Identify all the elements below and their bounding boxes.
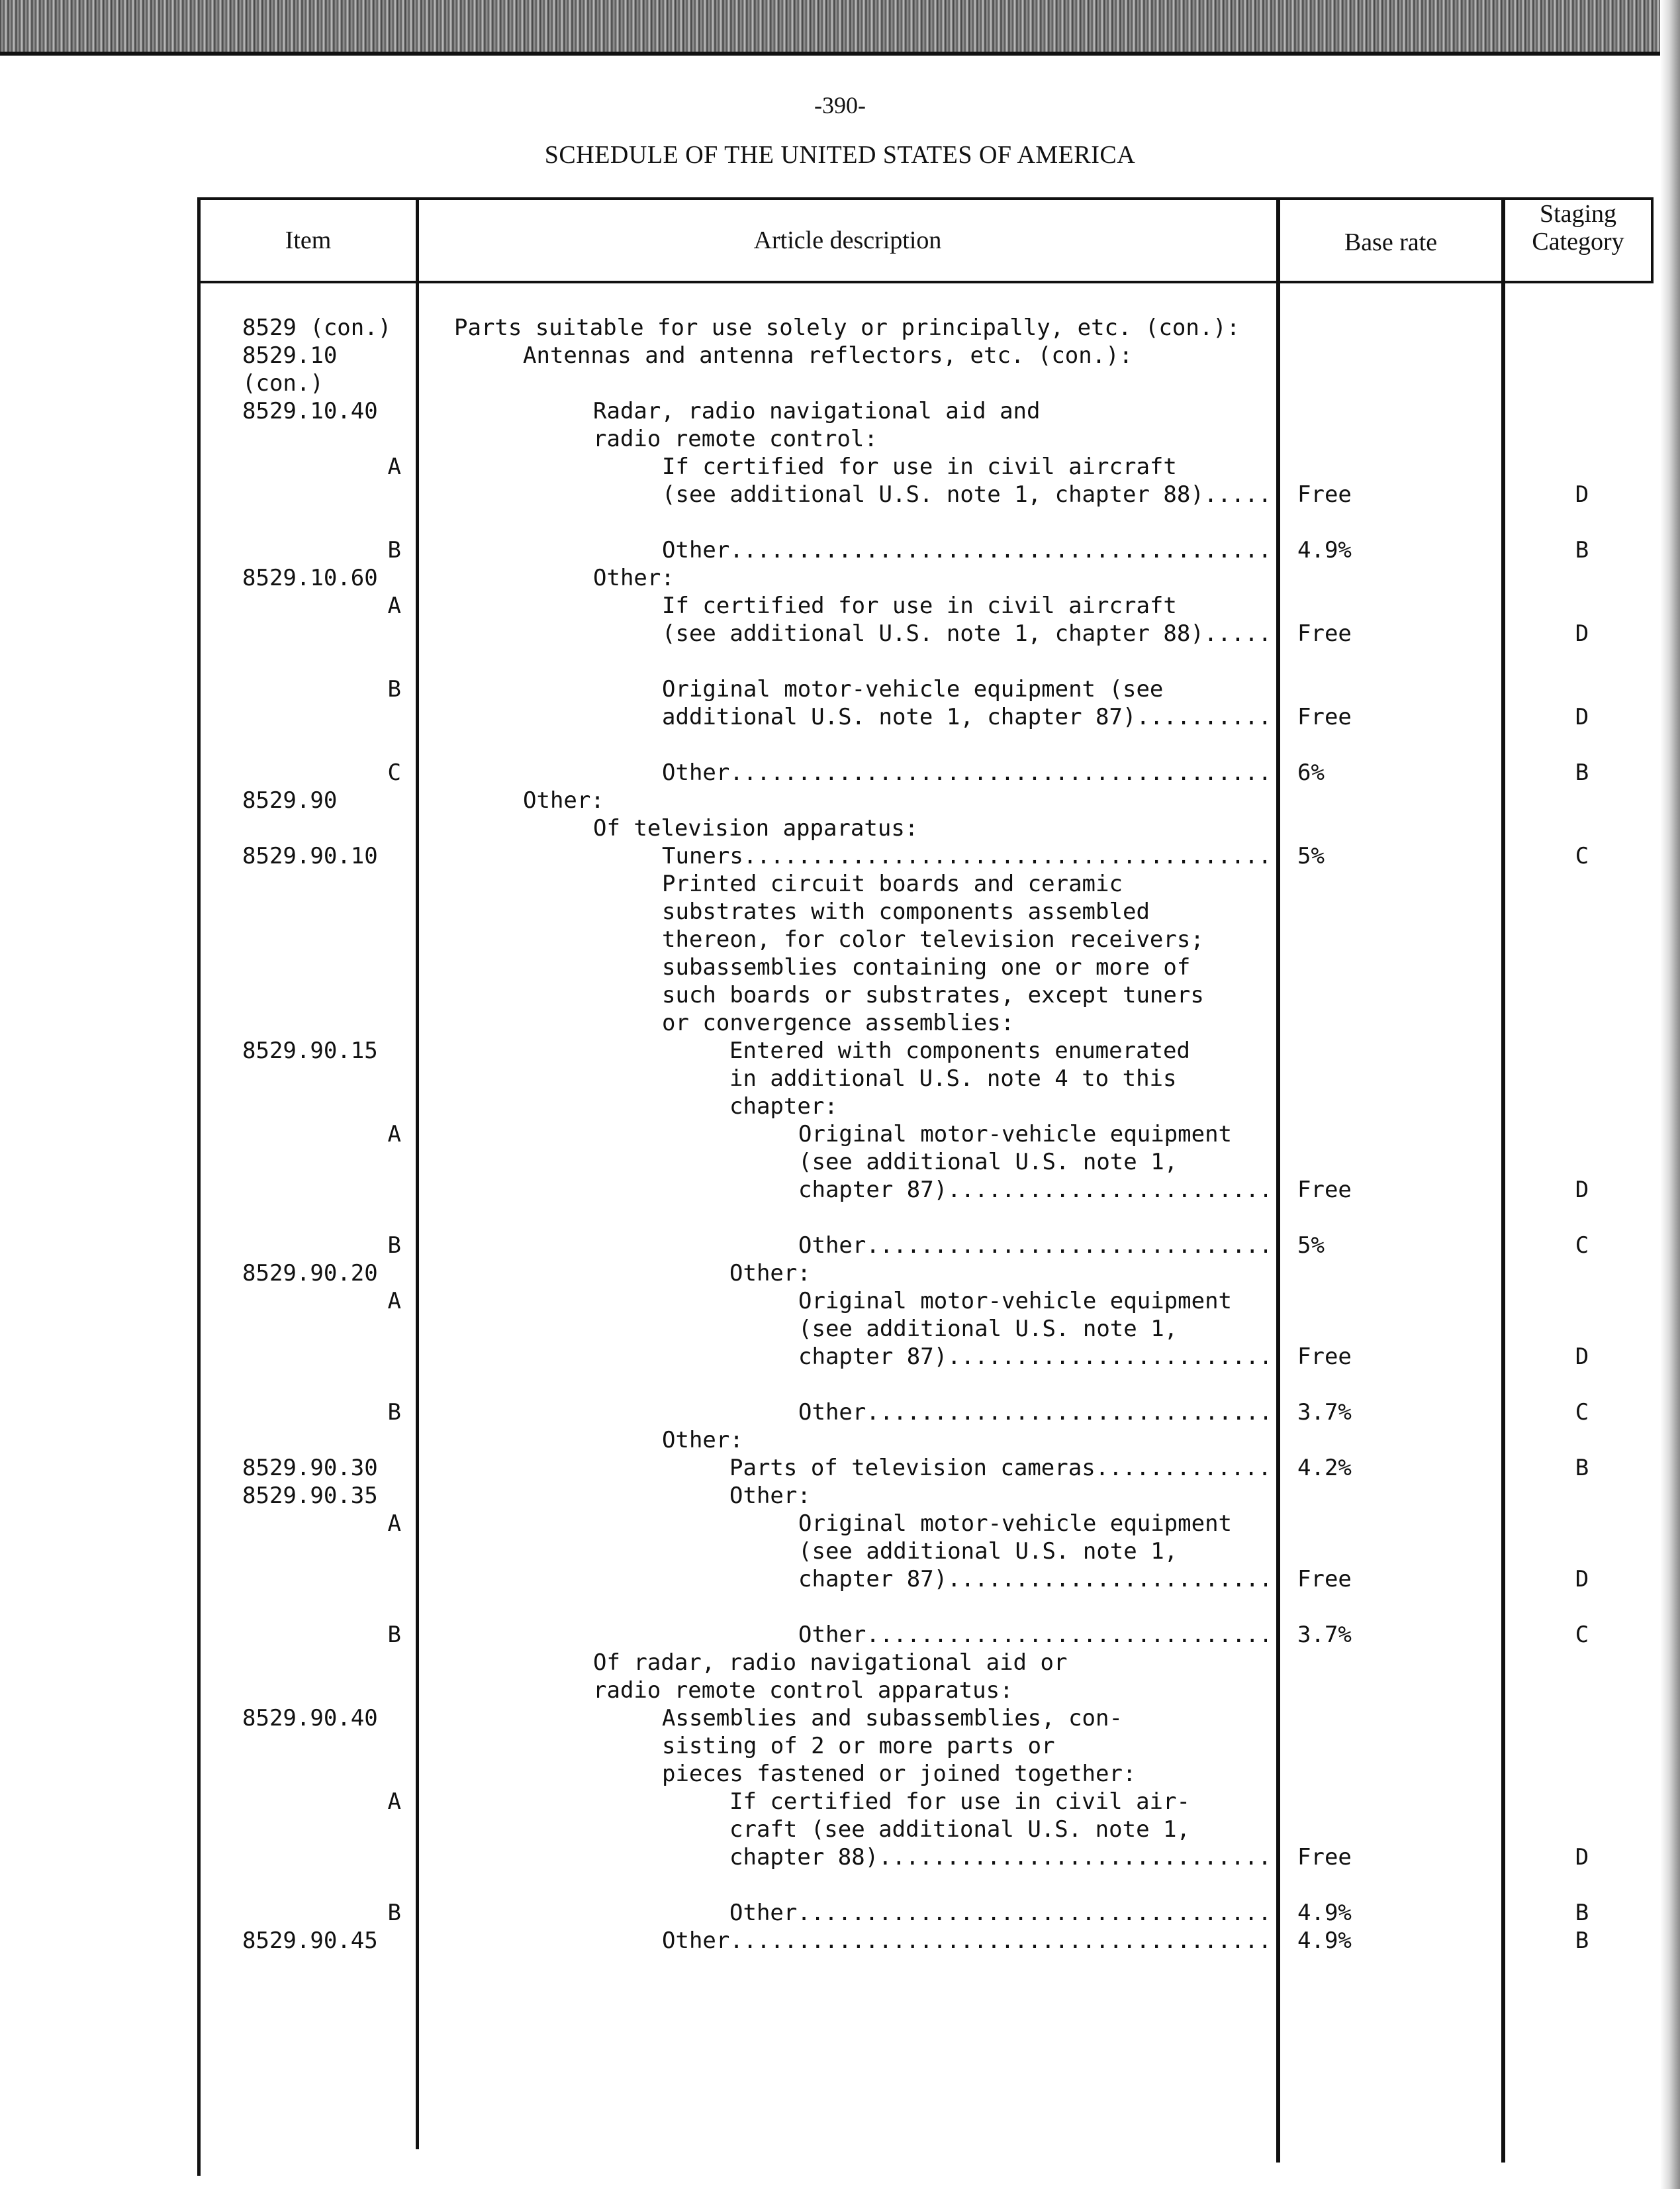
spacer-row bbox=[0, 509, 1680, 536]
article-description bbox=[798, 1287, 1267, 1315]
base-rate-value: 4.9% bbox=[1297, 537, 1352, 563]
article-description bbox=[729, 1454, 1267, 1482]
table-row bbox=[0, 1565, 1680, 1593]
article-description bbox=[798, 1565, 1267, 1593]
article-description bbox=[593, 564, 1267, 592]
description-text: Entered with components enumerated bbox=[729, 1038, 1190, 1064]
item-code: (con.) bbox=[242, 370, 324, 397]
table-row bbox=[0, 953, 1680, 981]
base-rate-value: 3.7% bbox=[1297, 1622, 1352, 1648]
table-row bbox=[0, 1843, 1680, 1871]
subitem-letter: A bbox=[387, 1288, 401, 1314]
description-text: thereon, for color television receivers; bbox=[662, 926, 1204, 953]
article-description bbox=[729, 1037, 1267, 1065]
description-text: chapter 87) bbox=[798, 1566, 948, 1592]
article-description bbox=[662, 620, 1267, 648]
table-row bbox=[0, 870, 1680, 898]
table-row bbox=[0, 1649, 1680, 1677]
description-text: Other bbox=[662, 1927, 730, 1954]
dot-leader bbox=[729, 759, 1267, 787]
description-text: radio remote control: bbox=[593, 426, 878, 452]
base-rate-value: 4.9% bbox=[1297, 1900, 1352, 1926]
base-rate-value: Free bbox=[1297, 620, 1352, 647]
spacer-row bbox=[0, 731, 1680, 759]
article-description bbox=[662, 842, 1267, 870]
page-title: SCHEDULE OF THE UNITED STATES OF AMERICA bbox=[544, 141, 1136, 169]
table-row bbox=[0, 1120, 1680, 1148]
table-row bbox=[0, 1037, 1680, 1065]
article-description bbox=[798, 1148, 1267, 1176]
page-number: -390- bbox=[814, 92, 866, 119]
table-row bbox=[0, 1232, 1680, 1259]
table-row bbox=[0, 592, 1680, 620]
description-text: Antennas and antenna reflectors, etc. (con.): bbox=[523, 342, 1133, 369]
article-description bbox=[729, 1259, 1267, 1287]
table-row bbox=[0, 703, 1680, 731]
dot-leader bbox=[866, 1398, 1267, 1426]
item-code: 8529 (con.) bbox=[242, 315, 392, 341]
description-text: chapter 88) bbox=[729, 1844, 879, 1871]
table-right-rule bbox=[1651, 197, 1654, 282]
base-rate-value: 3.7% bbox=[1297, 1399, 1352, 1426]
table-row bbox=[0, 842, 1680, 870]
item-code: 8529.90.45 bbox=[242, 1927, 378, 1954]
staging-category-value: C bbox=[1575, 843, 1589, 869]
subitem-letter: A bbox=[387, 1788, 401, 1815]
staging-category-value: D bbox=[1575, 1343, 1589, 1370]
description-text: Other: bbox=[729, 1483, 811, 1509]
table-row bbox=[0, 814, 1680, 842]
table-row bbox=[0, 1065, 1680, 1093]
dot-leader bbox=[1204, 620, 1267, 648]
table-row bbox=[0, 564, 1680, 592]
article-description bbox=[798, 1510, 1267, 1537]
description-text: (see additional U.S. note 1, bbox=[798, 1316, 1178, 1342]
article-description bbox=[798, 1315, 1267, 1343]
article-description bbox=[798, 1176, 1267, 1204]
description-text: Other bbox=[662, 759, 730, 786]
description-text: chapter: bbox=[729, 1093, 838, 1120]
description-text: substrates with components assembled bbox=[662, 899, 1150, 925]
dot-leader bbox=[947, 1565, 1267, 1593]
staging-category-value: D bbox=[1575, 1566, 1589, 1592]
article-description bbox=[662, 926, 1267, 953]
scan-edge-top bbox=[0, 0, 1680, 56]
subitem-letter: A bbox=[387, 593, 401, 619]
table-row bbox=[0, 1816, 1680, 1843]
subitem-letter: B bbox=[387, 676, 401, 703]
table-row bbox=[0, 1398, 1680, 1426]
article-description bbox=[729, 1788, 1267, 1816]
table-row bbox=[0, 926, 1680, 953]
article-description bbox=[729, 1065, 1267, 1093]
description-text: Original motor-vehicle equipment bbox=[798, 1288, 1233, 1314]
article-description bbox=[662, 759, 1267, 787]
dot-leader bbox=[743, 842, 1267, 870]
dot-leader bbox=[1204, 481, 1267, 509]
staging-category-value: B bbox=[1575, 1455, 1589, 1481]
description-text: in additional U.S. note 4 to this bbox=[729, 1065, 1177, 1092]
item-code: 8529.90 bbox=[242, 787, 338, 814]
article-description bbox=[662, 1426, 1267, 1454]
article-description bbox=[662, 1927, 1267, 1955]
subitem-letter: B bbox=[387, 1900, 401, 1926]
article-description bbox=[593, 425, 1267, 453]
article-description bbox=[662, 675, 1267, 703]
description-text: Other bbox=[798, 1399, 866, 1426]
column-header-staging-category: Staging Category bbox=[1532, 200, 1624, 256]
table-row bbox=[0, 1009, 1680, 1037]
dot-leader bbox=[1136, 703, 1267, 731]
staging-category-value: B bbox=[1575, 537, 1589, 563]
article-description bbox=[662, 1009, 1267, 1037]
table-row bbox=[0, 620, 1680, 648]
table-row bbox=[0, 1315, 1680, 1343]
table-row bbox=[0, 1259, 1680, 1287]
article-description bbox=[662, 1760, 1267, 1788]
description-text: (see additional U.S. note 1, chapter 88) bbox=[662, 481, 1204, 508]
article-description bbox=[798, 1232, 1267, 1259]
description-text: Other bbox=[798, 1622, 866, 1648]
article-description bbox=[798, 1343, 1267, 1371]
item-code: 8529.90.10 bbox=[242, 843, 378, 869]
description-text: Other: bbox=[729, 1260, 811, 1287]
staging-category-value: B bbox=[1575, 759, 1589, 786]
description-text: Of radar, radio navigational aid or bbox=[593, 1649, 1068, 1676]
subitem-letter: C bbox=[387, 759, 401, 786]
description-text: Other bbox=[729, 1900, 798, 1926]
table-row bbox=[0, 1343, 1680, 1371]
description-text: Other: bbox=[523, 787, 604, 814]
item-code: 8529.90.40 bbox=[242, 1705, 378, 1731]
description-text: Other: bbox=[593, 565, 675, 591]
description-text: radio remote control apparatus: bbox=[593, 1677, 1013, 1704]
description-text: If certified for use in civil aircraft bbox=[662, 454, 1177, 480]
dot-leader bbox=[1096, 1454, 1267, 1482]
base-rate-value: 4.9% bbox=[1297, 1927, 1352, 1954]
description-text: subassemblies containing one or more of bbox=[662, 954, 1191, 981]
article-description bbox=[593, 1677, 1267, 1704]
base-rate-value: 4.2% bbox=[1297, 1455, 1352, 1481]
table-row bbox=[0, 369, 1680, 397]
spacer-row bbox=[0, 1593, 1680, 1621]
description-text: (see additional U.S. note 1, chapter 88) bbox=[662, 620, 1204, 647]
column-header-item: Item bbox=[285, 226, 332, 254]
article-description bbox=[798, 1120, 1267, 1148]
staging-category-value: D bbox=[1575, 481, 1589, 508]
article-description bbox=[729, 1093, 1267, 1120]
staging-category-value: C bbox=[1575, 1232, 1589, 1259]
staging-category-value: C bbox=[1575, 1622, 1589, 1648]
description-text: Parts of television cameras bbox=[729, 1455, 1096, 1481]
description-text: or convergence assemblies: bbox=[662, 1010, 1015, 1036]
description-text: additional U.S. note 1, chapter 87) bbox=[662, 704, 1137, 730]
column-header-description: Article description bbox=[753, 226, 942, 254]
base-rate-value: 6% bbox=[1297, 759, 1325, 786]
description-text: chapter 87) bbox=[798, 1343, 948, 1370]
column-header-base-rate: Base rate bbox=[1344, 228, 1438, 256]
spacer-row bbox=[0, 1204, 1680, 1232]
item-code: 8529.10 bbox=[242, 342, 338, 369]
base-rate-value: 5% bbox=[1297, 843, 1325, 869]
article-description bbox=[662, 453, 1267, 481]
description-text: Other bbox=[662, 537, 730, 563]
staging-category-value: D bbox=[1575, 1177, 1589, 1203]
table-top-rule bbox=[197, 197, 1654, 200]
article-description bbox=[729, 1816, 1267, 1843]
base-rate-value: 5% bbox=[1297, 1232, 1325, 1259]
description-text: Parts suitable for use solely or principally, etc. (con.): bbox=[454, 315, 1240, 341]
item-code: 8529.90.30 bbox=[242, 1455, 378, 1481]
article-description bbox=[662, 898, 1267, 926]
article-description bbox=[662, 870, 1267, 898]
description-text: craft (see additional U.S. note 1, bbox=[729, 1816, 1190, 1843]
article-description bbox=[798, 1398, 1267, 1426]
description-text: (see additional U.S. note 1, bbox=[798, 1538, 1178, 1565]
table-row bbox=[0, 1732, 1680, 1760]
dot-leader bbox=[878, 1843, 1267, 1871]
table-row bbox=[0, 1927, 1680, 1955]
description-text: Printed circuit boards and ceramic bbox=[662, 871, 1123, 897]
article-description bbox=[662, 481, 1267, 509]
table-row bbox=[0, 481, 1680, 509]
description-text: Assemblies and subassemblies, con- bbox=[662, 1705, 1123, 1731]
article-description bbox=[662, 953, 1267, 981]
article-description bbox=[662, 703, 1267, 731]
description-text: Other bbox=[798, 1232, 866, 1259]
base-rate-value: Free bbox=[1297, 704, 1352, 730]
article-description bbox=[454, 314, 1267, 342]
dot-leader bbox=[947, 1176, 1267, 1204]
table-row bbox=[0, 1899, 1680, 1927]
description-text: Original motor-vehicle equipment (see bbox=[662, 676, 1164, 703]
table-row bbox=[0, 1677, 1680, 1704]
spacer-row bbox=[0, 1871, 1680, 1899]
article-description bbox=[729, 1843, 1267, 1871]
table-row bbox=[0, 453, 1680, 481]
table-row bbox=[0, 314, 1680, 342]
staging-category-value: C bbox=[1575, 1399, 1589, 1426]
base-rate-value: Free bbox=[1297, 1177, 1352, 1203]
table-row bbox=[0, 1093, 1680, 1120]
staging-category-value: B bbox=[1575, 1900, 1589, 1926]
subitem-letter: B bbox=[387, 537, 401, 563]
table-row bbox=[0, 898, 1680, 926]
table-row bbox=[0, 425, 1680, 453]
staging-category-value: D bbox=[1575, 704, 1589, 730]
item-code: 8529.90.15 bbox=[242, 1038, 378, 1064]
table-row bbox=[0, 1510, 1680, 1537]
table-row bbox=[0, 342, 1680, 369]
article-description bbox=[662, 536, 1267, 564]
description-text: Radar, radio navigational aid and bbox=[593, 398, 1041, 424]
dot-leader bbox=[797, 1899, 1267, 1927]
table-row bbox=[0, 675, 1680, 703]
subitem-letter: A bbox=[387, 1121, 401, 1147]
base-rate-value: Free bbox=[1297, 1844, 1352, 1871]
table-row bbox=[0, 1704, 1680, 1732]
table-row bbox=[0, 397, 1680, 425]
spacer-row bbox=[0, 648, 1680, 675]
article-description bbox=[593, 397, 1267, 425]
header-bottom-rule bbox=[197, 281, 1654, 283]
description-text: Of television apparatus: bbox=[593, 815, 919, 842]
article-description bbox=[729, 1482, 1267, 1510]
table-row bbox=[0, 1788, 1680, 1816]
article-description bbox=[662, 1704, 1267, 1732]
staging-category-value: D bbox=[1575, 620, 1589, 647]
subitem-letter: A bbox=[387, 1510, 401, 1537]
subitem-letter: B bbox=[387, 1232, 401, 1259]
description-text: such boards or substrates, except tuners bbox=[662, 982, 1204, 1008]
article-description bbox=[662, 1732, 1267, 1760]
description-text: chapter 87) bbox=[798, 1177, 948, 1203]
dot-leader bbox=[729, 1927, 1267, 1955]
article-description bbox=[523, 787, 1267, 814]
table-row bbox=[0, 759, 1680, 787]
table-row bbox=[0, 1537, 1680, 1565]
table-row bbox=[0, 536, 1680, 564]
description-text: Original motor-vehicle equipment bbox=[798, 1121, 1233, 1147]
table-row bbox=[0, 1176, 1680, 1204]
subitem-letter: B bbox=[387, 1399, 401, 1426]
dot-leader bbox=[866, 1621, 1267, 1649]
description-text: If certified for use in civil air- bbox=[729, 1788, 1190, 1815]
article-description bbox=[729, 1899, 1267, 1927]
description-text: Other: bbox=[662, 1427, 743, 1453]
subitem-letter: A bbox=[387, 454, 401, 480]
table-row bbox=[0, 1621, 1680, 1649]
article-description bbox=[798, 1537, 1267, 1565]
item-code: 8529.90.20 bbox=[242, 1260, 378, 1287]
dot-leader bbox=[729, 536, 1267, 564]
table-row bbox=[0, 1482, 1680, 1510]
base-rate-value: Free bbox=[1297, 481, 1352, 508]
table-row bbox=[0, 787, 1680, 814]
dot-leader bbox=[947, 1343, 1267, 1371]
base-rate-value: Free bbox=[1297, 1566, 1352, 1592]
description-text: Original motor-vehicle equipment bbox=[798, 1510, 1233, 1537]
base-rate-value: Free bbox=[1297, 1343, 1352, 1370]
item-code: 8529.10.60 bbox=[242, 565, 378, 591]
table-row bbox=[0, 1760, 1680, 1788]
article-description bbox=[593, 814, 1267, 842]
description-text: Tuners bbox=[662, 843, 743, 869]
description-text: (see additional U.S. note 1, bbox=[798, 1149, 1178, 1175]
description-text: pieces fastened or joined together: bbox=[662, 1761, 1137, 1787]
description-text: If certified for use in civil aircraft bbox=[662, 593, 1177, 619]
staging-category-value: B bbox=[1575, 1927, 1589, 1954]
item-code: 8529.90.35 bbox=[242, 1483, 378, 1509]
table-row bbox=[0, 981, 1680, 1009]
item-code: 8529.10.40 bbox=[242, 398, 378, 424]
table-row bbox=[0, 1287, 1680, 1315]
article-description bbox=[662, 981, 1267, 1009]
article-description bbox=[593, 1649, 1267, 1677]
table-row bbox=[0, 1148, 1680, 1176]
description-text: sisting of 2 or more parts or bbox=[662, 1733, 1055, 1759]
table-row bbox=[0, 1454, 1680, 1482]
spacer-row bbox=[0, 1371, 1680, 1398]
table-row bbox=[0, 1426, 1680, 1454]
subitem-letter: B bbox=[387, 1622, 401, 1648]
article-description bbox=[662, 592, 1267, 620]
dot-leader bbox=[866, 1232, 1267, 1259]
article-description bbox=[523, 342, 1267, 369]
staging-category-value: D bbox=[1575, 1844, 1589, 1871]
article-description bbox=[798, 1621, 1267, 1649]
